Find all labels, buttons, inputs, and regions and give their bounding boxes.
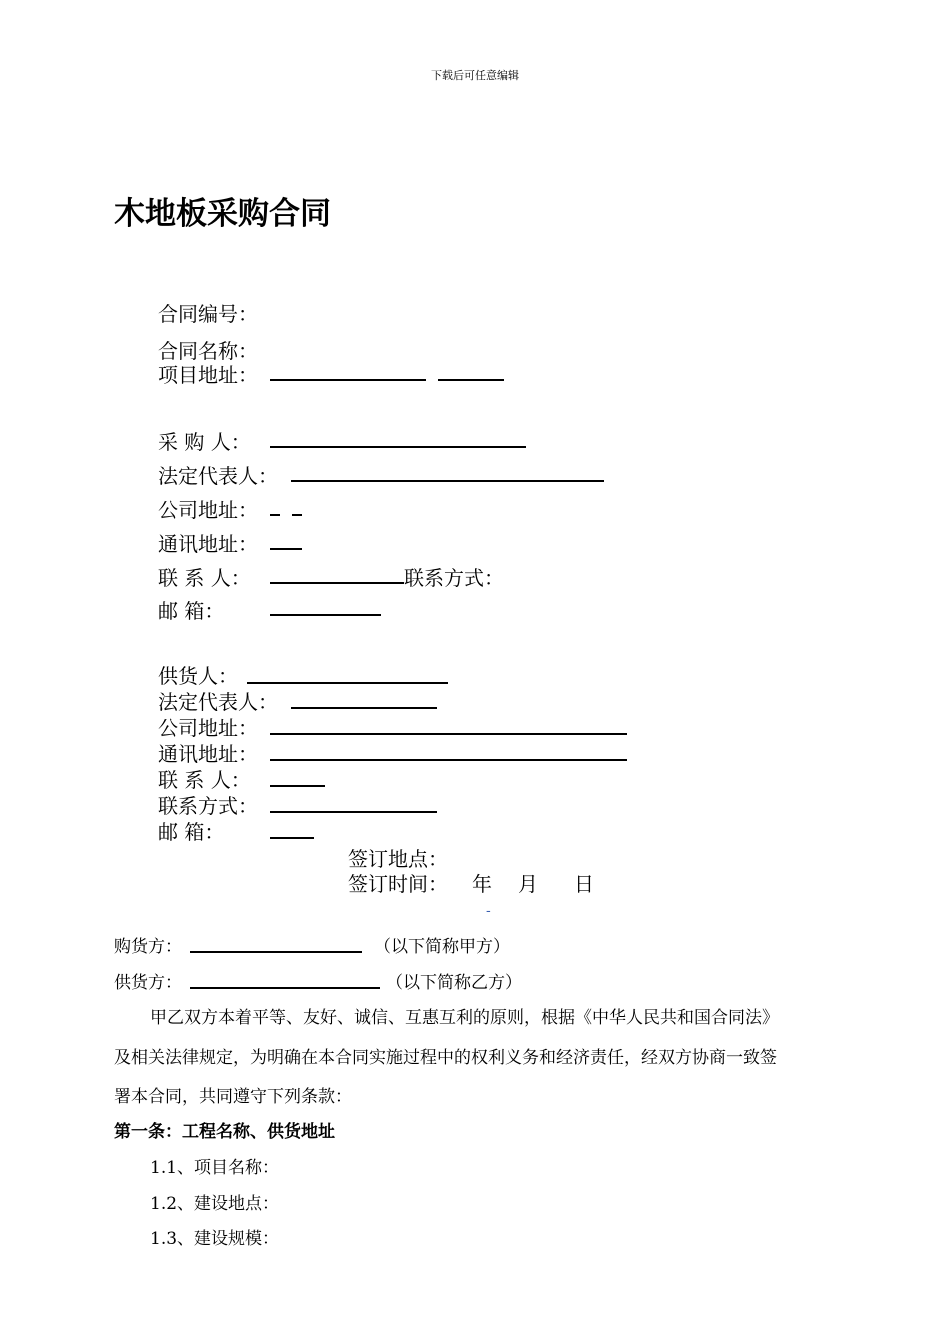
- buyer-email-blank: [270, 614, 381, 616]
- supplier-legal-rep-blank: [291, 707, 437, 709]
- supplier-company-address-label: 公司地址：: [158, 716, 258, 740]
- page-header: 下载后可任意编辑: [431, 69, 519, 82]
- supplier-legal-rep-label: 法定代表人：: [158, 690, 278, 714]
- supplier-company-address-blank: [270, 733, 627, 735]
- article-1-heading: 第一条：工程名称、供货地址: [114, 1122, 335, 1142]
- party-a-label: 购货方：: [114, 937, 182, 957]
- buyer-company-address-blank: [270, 514, 280, 516]
- buyer-contact-person-blank: [270, 582, 404, 584]
- buyer-email-label: 邮 箱：: [158, 599, 225, 623]
- project-address-blank-2: [438, 379, 504, 381]
- buyer-mail-address-blank: [270, 548, 302, 550]
- supplier-blank: [247, 682, 448, 684]
- contract-number-label: 合同编号：: [158, 302, 258, 326]
- sign-year-label: 年: [472, 872, 492, 896]
- supplier-contact-method-label: 联系方式：: [158, 794, 258, 818]
- contract-name-label: 合同名称：: [158, 339, 258, 363]
- party-b-note: （以下简称乙方）: [386, 973, 522, 993]
- buyer-legal-rep-label: 法定代表人：: [158, 464, 278, 488]
- sign-day-label: 日: [574, 872, 594, 896]
- party-b-blank: [190, 987, 380, 989]
- supplier-email-blank: [270, 837, 314, 839]
- buyer-company-address-label: 公司地址：: [158, 498, 258, 522]
- item-1-2: 1.2、建设地点：: [150, 1194, 280, 1214]
- party-a-blank: [190, 951, 362, 953]
- intro-paragraph-line-3: 署本合同，共同遵守下列条款：: [114, 1087, 352, 1107]
- project-address-blank: [270, 379, 426, 381]
- supplier-email-label: 邮 箱：: [158, 820, 225, 844]
- supplier-contact-person-label: 联 系 人：: [158, 768, 251, 792]
- party-a-note: （以下简称甲方）: [374, 937, 510, 957]
- page-break-dash: -: [486, 903, 491, 919]
- supplier-label: 供货人：: [158, 664, 238, 688]
- supplier-mail-address-label: 通讯地址：: [158, 742, 258, 766]
- sign-month-label: 月: [518, 872, 538, 896]
- buyer-contact-person-label: 联 系 人：: [158, 566, 251, 590]
- item-1-1: 1.1、项目名称：: [150, 1158, 280, 1178]
- buyer-mail-address-label: 通讯地址：: [158, 532, 258, 556]
- buyer-legal-rep-blank: [291, 480, 604, 482]
- document-title: 木地板采购合同: [114, 196, 331, 232]
- buyer-label: 采 购 人：: [158, 430, 251, 454]
- sign-place-label: 签订地点：: [348, 847, 448, 871]
- supplier-contact-person-blank: [270, 785, 325, 787]
- sign-time-label: 签订时间：: [348, 872, 448, 896]
- project-address-label: 项目地址：: [158, 363, 258, 387]
- intro-paragraph-line-1: 甲乙双方本着平等、友好、诚信、互惠互利的原则，根据《中华人民共和国合同法》: [150, 1008, 779, 1028]
- party-b-label: 供货方：: [114, 973, 182, 993]
- buyer-contact-method-label: 联系方式：: [404, 566, 504, 590]
- item-1-3: 1.3、建设规模：: [150, 1229, 280, 1249]
- supplier-contact-method-blank: [270, 811, 437, 813]
- buyer-blank: [270, 446, 526, 448]
- buyer-company-address-blank-2: [292, 514, 302, 516]
- supplier-mail-address-blank: [270, 759, 627, 761]
- intro-paragraph-line-2: 及相关法律规定，为明确在本合同实施过程中的权利义务和经济责任，经双方协商一致签: [114, 1048, 777, 1068]
